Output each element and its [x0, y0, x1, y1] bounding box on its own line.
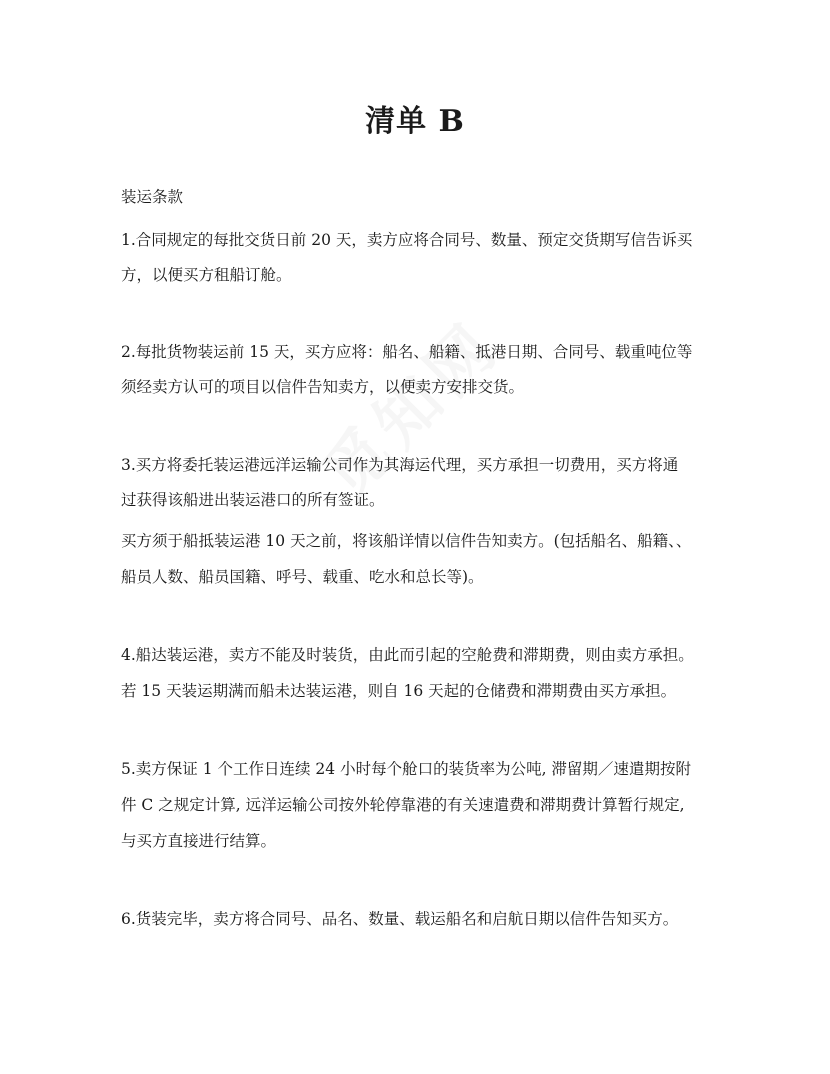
section-heading: 装运条款 [121, 188, 184, 206]
clause-2-line-1: 2.每批货物装运前 15 天，买方应将：船名、船籍、抵港日期、合同号、载重吨位等 [121, 343, 693, 361]
clause-5-line-3: 与买方直接进行结算。 [121, 832, 277, 850]
clause-3-line-4: 船员人数、船员国籍、呼号、载重、吃水和总长等)。 [121, 568, 484, 586]
clause-5-line-2: 件 C 之规定计算, 远洋运输公司按外轮停靠港的有关速遣费和滞期费计算暂行规定, [121, 796, 685, 814]
clause-2-line-2: 须经卖方认可的项目以信件告知卖方，以便卖方安排交货。 [121, 378, 525, 396]
clause-6-line-1: 6.货装完毕，卖方将合同号、品名、数量、载运船名和启航日期以信件告知买方。 [121, 910, 679, 928]
clause-3-line-3: 买方须于船抵装运港 10 天之前，将该船详情以信件告知卖方。(包括船名、船籍、、 [121, 532, 692, 550]
page-title: 清单 B [365, 104, 465, 139]
clause-3-line-2: 过获得该船进出装运港口的所有签证。 [121, 491, 385, 509]
clause-1-line-2: 方，以便买方租船订舱。 [121, 266, 292, 284]
clause-3-line-1: 3.买方将委托装运港远洋运输公司作为其海运代理，买方承担一切费用，买方将通 [121, 456, 679, 474]
watermark [299, 297, 517, 515]
clause-4-line-1: 4.船达装运港，卖方不能及时装货，由此而引起的空舱费和滞期费，则由卖方承担。 [121, 646, 694, 664]
clause-4-line-2: 若 15 天装运期满而船未达装运港，则自 16 天起的仓储费和滞期费由买方承担。 [121, 682, 677, 700]
clause-1-line-1: 1.合同规定的每批交货日前 20 天，卖方应将合同号、数量、预定交货期写信告诉买 [121, 231, 693, 249]
clause-5-line-1: 5.卖方保证 1 个工作日连续 24 小时每个舱口的装货率为公吨, 滞留期／速遣期按附 [121, 760, 691, 778]
